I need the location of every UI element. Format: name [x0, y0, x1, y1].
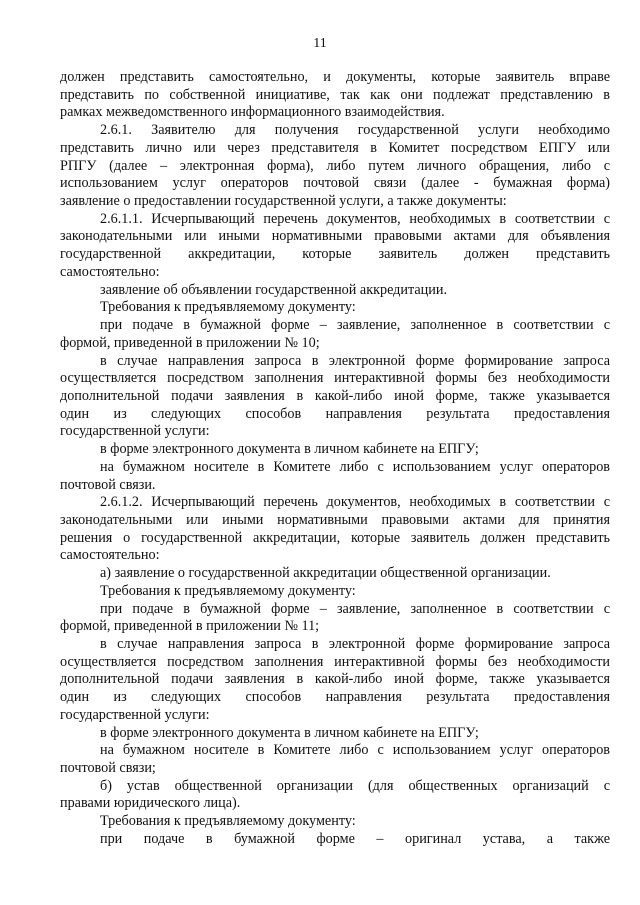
text-line: самостоятельно:	[60, 263, 160, 280]
text-line: заявление об объявлении государственной аккредитации.	[100, 281, 447, 298]
text-line: дополнительной подачи заявления в какой-либо иной форме, также указывается	[60, 671, 610, 688]
text-line: в форме электронного документа в личном кабинете на ЕПГУ;	[100, 724, 479, 741]
text-line: представить по собственной инициативе, так как они подлежат представлению в	[60, 86, 610, 103]
text-line: в случае направления запроса в электронной форме формирование запроса	[100, 636, 610, 652]
text-line: почтовой связи.	[60, 476, 156, 493]
text-line: формой, приведенной в приложении № 11;	[60, 618, 320, 635]
text-line: на бумажном носителе в Комитете либо с использованием услуг операторов	[100, 742, 610, 759]
text-line: государственной услуги:	[60, 706, 210, 723]
text-line: а) заявление о государственной аккредитации общественной организации.	[100, 565, 551, 582]
text-line: представить лично или через представителя в Комитет посредством ЕПГУ или	[60, 139, 610, 156]
text-line: один из следующих способов направления результата предоставления	[60, 405, 610, 422]
text-line: 2.6.1.1. Исчерпывающий перечень документов, необходимых в соответствии с	[100, 210, 610, 227]
text-line: б) устав общественной организации (для общественных организаций с	[100, 777, 610, 794]
text-line: решения о государственной аккредитации, которые заявитель должен представить	[60, 529, 610, 546]
text-line: формой, приведенной в приложении № 10;	[60, 334, 320, 351]
text-line: один из следующих способов направления результата предоставления	[60, 689, 610, 706]
text-line: 2.6.1. Заявителю для получения государственной услуги необходимо	[100, 122, 610, 139]
text-line: в форме электронного документа в личном кабинете на ЕПГУ;	[100, 441, 479, 458]
text-line: использованием услуг операторов почтовой связи (далее - бумажная форма)	[60, 175, 610, 192]
text-line: осуществляется посредством заполнения интерактивной формы без необходимости	[60, 370, 610, 387]
text-line: 2.6.1.2. Исчерпывающий перечень документов, необходимых в соответствии с	[100, 494, 610, 511]
text-line: государственной аккредитации, которые заявитель должен представить	[60, 246, 610, 263]
text-line: правами юридического лица).	[60, 795, 241, 812]
text-line: в случае направления запроса в электронной форме формирование запроса	[100, 352, 610, 369]
text-line: Требования к предъявляемому документу:	[100, 299, 356, 316]
document-body	[60, 69, 610, 849]
text-line: рамках межведомственного информационного взаимодействия.	[60, 104, 445, 121]
page-number: 11	[313, 36, 327, 51]
text-line: почтовой связи;	[60, 760, 156, 777]
text-line: Требования к предъявляемому документу:	[100, 582, 356, 599]
text-line: законодательными или иными нормативными правовыми актами для принятия	[60, 511, 610, 528]
text-line: самостоятельно:	[60, 547, 160, 564]
text-line: на бумажном носителе в Комитете либо с использованием услуг операторов	[100, 458, 610, 475]
text-line: при подаче в бумажной форме – оригинал устава, а также	[100, 830, 610, 847]
text-line: РПГУ (далее – электронная форма), либо путем личного обращения, либо с	[60, 157, 610, 174]
text-line: государственной услуги:	[60, 423, 210, 440]
text-line: заявление о предоставлении государственной услуги, а также документы:	[60, 193, 507, 210]
text-line: при подаче в бумажной форме – заявление, заполненное в соответствии с	[100, 600, 610, 617]
text-line: Требования к предъявляемому документу:	[100, 813, 356, 830]
text-line: должен представить самостоятельно, и документы, которые заявитель вправе	[60, 69, 610, 85]
text-line: дополнительной подачи заявления в какой-либо иной форме, также указывается	[60, 387, 610, 404]
text-line: при подаче в бумажной форме – заявление, заполненное в соответствии с	[100, 317, 610, 334]
text-line: законодательными или иными нормативными правовыми актами для объявления	[60, 228, 610, 245]
text-line: осуществляется посредством заполнения интерактивной формы без необходимости	[60, 653, 610, 670]
